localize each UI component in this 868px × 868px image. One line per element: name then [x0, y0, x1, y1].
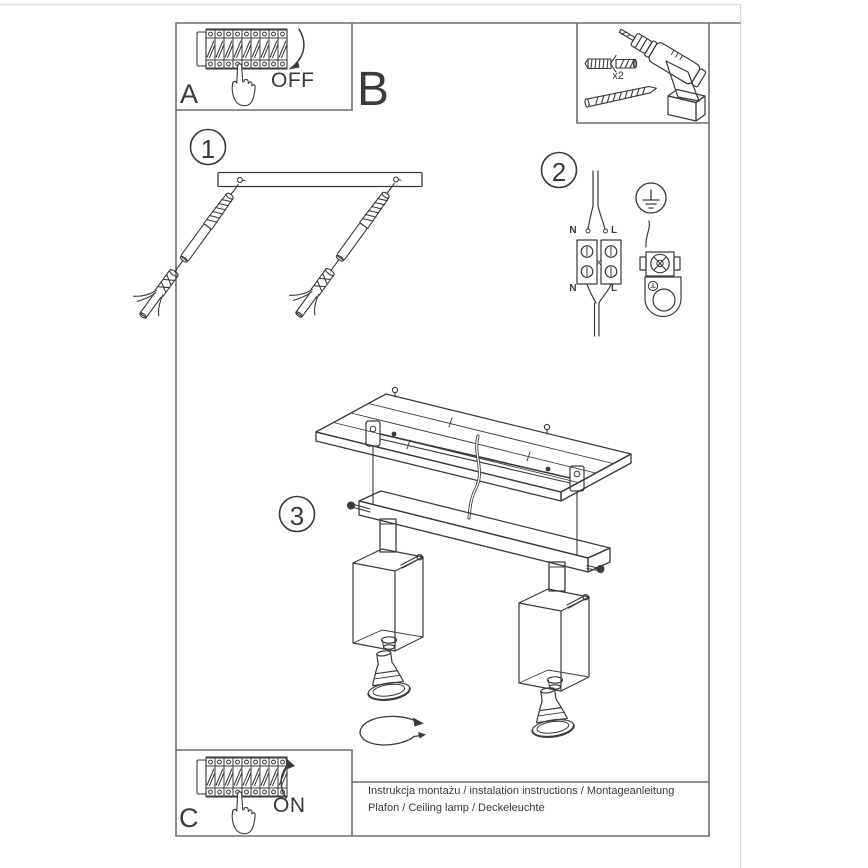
step-1-number: 1 — [200, 134, 216, 164]
wire-label-n-bottom: N — [569, 283, 577, 294]
pointing-hand-icon — [232, 64, 255, 106]
footer-title-line: Instrukcja montażu / instalation instructions / Montageanleitung — [368, 785, 675, 797]
scan-edges — [0, 5, 741, 868]
anchor-quantity-label: x2 — [612, 70, 624, 82]
step-3-number: 3 — [289, 501, 305, 531]
breaker-box-icon — [197, 757, 287, 797]
screw-icon — [584, 84, 657, 108]
panel-a-label: A — [180, 79, 199, 109]
spot-shade-icon — [353, 549, 423, 651]
wire-label-l-bottom: L — [610, 283, 618, 294]
ground-symbol-icon — [636, 183, 666, 213]
anchor-screw-icon — [283, 172, 405, 323]
pointing-hand-icon — [232, 792, 255, 834]
sheet-frame — [176, 23, 740, 836]
lamp-body-icon — [347, 491, 610, 591]
wire-label-l-top: L — [610, 225, 618, 236]
mounting-bar-icon — [218, 173, 422, 187]
ground-clamp-icon — [640, 221, 681, 317]
power-on-label: ON — [273, 794, 306, 817]
anchor-screw-icon — [127, 173, 249, 324]
terminal-x-mark: x — [596, 257, 602, 267]
spot-shade-icon — [519, 589, 589, 691]
step-2-number: 2 — [551, 157, 567, 187]
wall-plug-icon — [585, 56, 637, 73]
power-off-label: OFF — [271, 69, 315, 92]
wire-label-n-top: N — [569, 225, 577, 236]
curved-arrow-down-icon — [289, 29, 304, 70]
gu10-bulb-icon — [527, 685, 575, 739]
footer-product-line: Plafon / Ceiling lamp / Deckeleuchte — [368, 802, 545, 814]
lamp-cable-icon — [469, 436, 479, 518]
panel-c-label: C — [179, 803, 199, 833]
section-b-label: B — [357, 63, 390, 116]
breaker-box-icon — [197, 29, 287, 69]
rotate-arrow-icon — [360, 716, 426, 745]
gu10-bulb-icon — [363, 648, 411, 702]
terminal-block-icon — [577, 171, 621, 336]
